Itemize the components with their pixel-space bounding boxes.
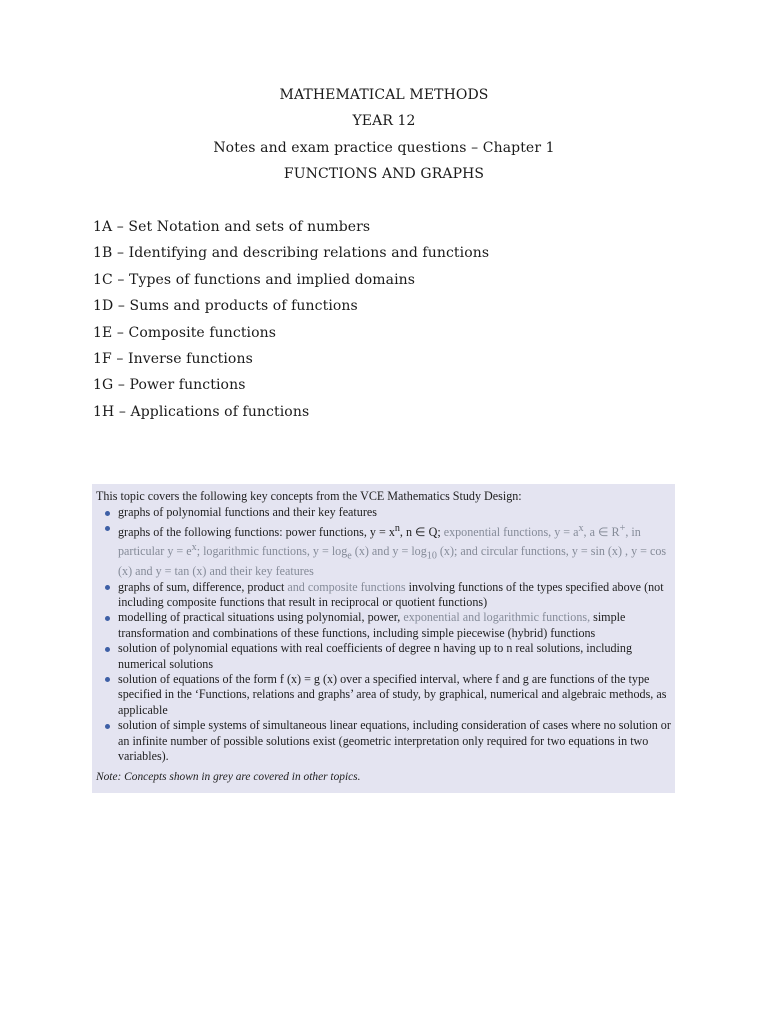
concept-text-segment: , n ∈ Q; [399, 524, 444, 539]
concept-text-segment: x [191, 542, 197, 554]
document-title-block [0, 84, 768, 189]
concept-text-segment: involving functions of the types specified above (not including composite functions that result in reciprocal or quotient functions) [118, 579, 664, 609]
concept-text-segment: 10 [426, 550, 437, 562]
chapter-item: 1A – Set Notation and sets of numbers [93, 219, 371, 235]
chapter-item: 1E – Composite functions [93, 324, 277, 341]
subject-title: MATHEMATICAL METHODS [279, 87, 489, 103]
concept-text-segment: exponential and logarithmic functions, [403, 610, 591, 625]
concept-item [96, 641, 671, 672]
concept-text-segment: e [347, 550, 352, 562]
concept-item [96, 672, 671, 718]
chapter-item: 1G – Power functions [93, 377, 246, 394]
concept-text-segment: solution of polynomial equations with real coefficients of degree n having up to n real solutions, including numerical solutions [118, 641, 632, 671]
concept-text-segment: (x) and y = log [351, 544, 427, 559]
chapter-list [93, 216, 489, 427]
concept-text-segment: n [394, 522, 400, 534]
concept-text-segment: and composite functions [287, 579, 406, 594]
key-concepts-list [96, 505, 671, 764]
concept-text-segment: ; logarithmic functions, y = log [196, 544, 348, 559]
concept-text-segment: (x); and circular functions, y = sin (x) , y = cos (x) and y = tan (x) and their key features [118, 544, 667, 579]
chapter-item: 1C – Types of functions and implied domains [93, 271, 416, 288]
concept-text-segment: graphs of polynomial functions and their key features [118, 505, 377, 520]
concept-item [96, 521, 671, 580]
grey-concepts-note: Note: Concepts shown in grey are covered in other topics. [96, 771, 361, 784]
concept-text-segment: + [619, 522, 626, 534]
chapter-item: 1D – Sums and products of functions [93, 298, 358, 315]
concept-text-segment: , in particular y = e [118, 524, 641, 559]
chapter-item: 1F – Inverse functions [93, 350, 253, 367]
concept-text-segment: x [578, 522, 584, 534]
chapter-item: 1H – Applications of functions [93, 403, 310, 420]
key-concepts-box [92, 484, 675, 793]
concept-item [96, 580, 671, 611]
concept-text-segment: solution of simple systems of simultaneous linear equations, including consideration of cases where no solution or an infinite number of possible solutions exist (geometric interpretation only required for two equations in two variables). [118, 718, 671, 763]
concept-item [96, 718, 671, 764]
key-concepts-intro: This topic covers the following key concepts from the VCE Mathematics Study Design: [96, 489, 522, 503]
concept-item [96, 505, 671, 520]
concept-text-segment: , a ∈ R [583, 524, 620, 539]
concept-text-segment: graphs of the following functions: power functions, y = x [118, 524, 395, 539]
concept-text-segment: simple transformation and combinations of these functions, including simple piecewise (hybrid) functions [118, 610, 626, 640]
concept-text-segment: graphs of sum, difference, product [118, 579, 288, 594]
concept-text-segment: exponential functions, y = a [443, 524, 579, 539]
document-subtitle: Notes and exam practice questions – Chapter 1 [213, 139, 555, 156]
chapter-item: 1B – Identifying and describing relations and functions [93, 245, 490, 262]
topic-title: FUNCTIONS AND GRAPHS [283, 165, 485, 182]
concept-text-segment: solution of equations of the form f (x) = g (x) over a specified interval, where f and g are functions of the type specified in the ‘Functions, relations and graphs’ area of study, by graphical, numerical and algebraic methods, as applicable [118, 671, 667, 717]
concept-text-segment: modelling of practical situations using polynomial, power, [118, 610, 404, 625]
concept-item [96, 610, 671, 641]
year-label: YEAR 12 [352, 113, 416, 130]
